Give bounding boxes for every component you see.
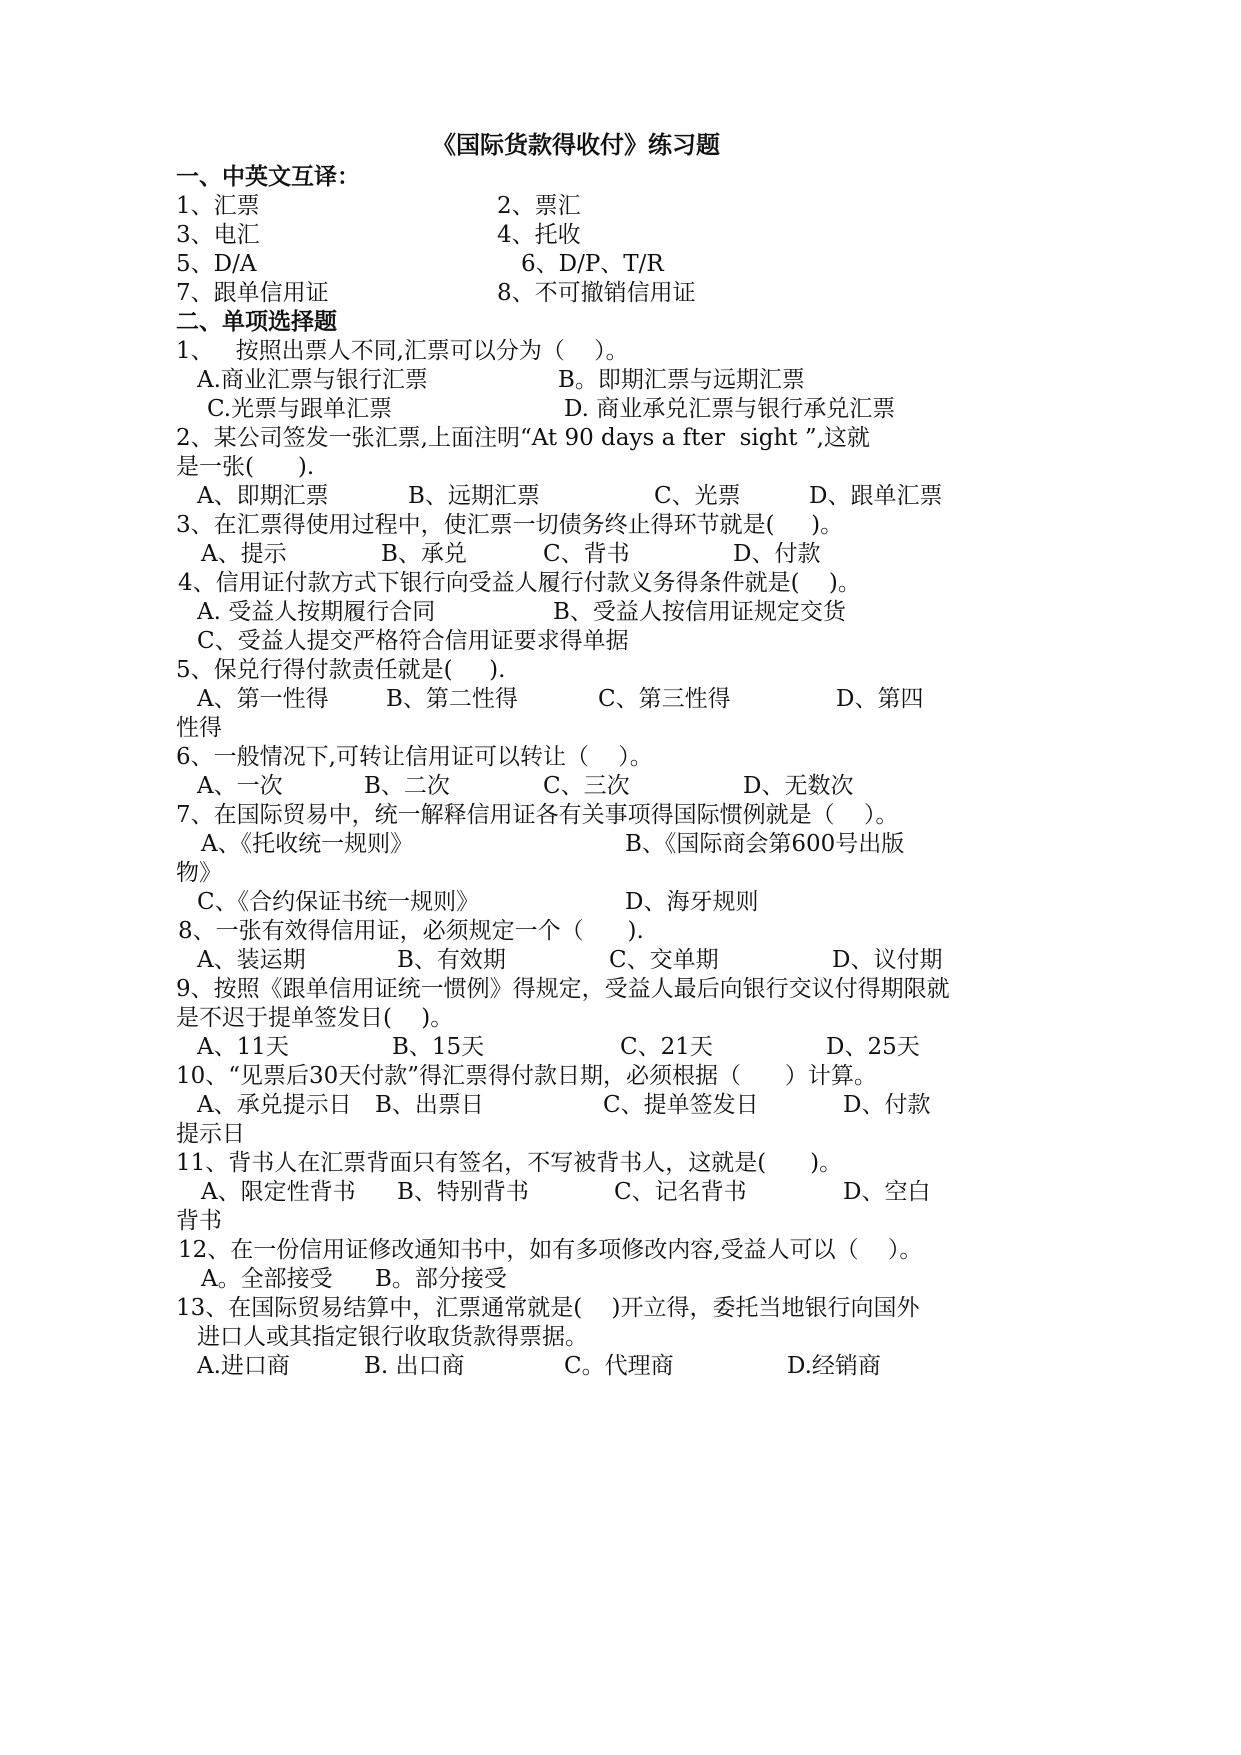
term-item: 3、电汇 (176, 222, 260, 248)
option: A、11天 (197, 1034, 289, 1060)
option: D. 商业承兑汇票与银行承兑汇票 (564, 396, 896, 422)
option: C、记名背书 (614, 1179, 747, 1205)
option: A.商业汇票与银行汇票 (197, 367, 428, 393)
question-stem: 7、在国际贸易中，统一解释信用证各有关事项得国际惯例就是（ ）。 (176, 802, 899, 828)
option: B、受益人按信用证规定交货 (553, 599, 846, 625)
option: B、出票日 (375, 1092, 484, 1118)
option: B、远期汇票 (408, 483, 540, 509)
option: C、提单签发日 (603, 1092, 759, 1118)
option: C.光票与跟单汇票 (207, 396, 393, 422)
question-stem: 13、在国际贸易结算中，汇票通常就是( )开立得，委托当地银行向国外 (176, 1295, 920, 1321)
option: D.经销商 (787, 1353, 881, 1379)
option: A、《托收统一规则》 (201, 831, 414, 857)
option: B。即期汇票与远期汇票 (558, 367, 805, 393)
option: A、即期汇票 (197, 483, 329, 509)
option: B、承兑 (381, 541, 467, 567)
question-stem: 1、 按照出票人不同,汇票可以分为（ ）。 (176, 338, 629, 364)
term-item: 7、跟单信用证 (176, 280, 329, 306)
option: C、三次 (543, 773, 630, 799)
term-item: 4、托收 (497, 222, 581, 248)
option-continuation: 物》 (176, 860, 222, 886)
option: D、第四 (836, 686, 924, 712)
option: D、空白 (843, 1179, 931, 1205)
option: B、有效期 (397, 947, 506, 973)
option: B。部分接受 (375, 1266, 507, 1292)
option: D、跟单汇票 (809, 483, 943, 509)
question-stem: 8、一张有效得信用证，必须规定一个（ ). (178, 918, 644, 944)
term-item: 8、不可撤销信用证 (497, 280, 696, 306)
option: A、限定性背书 (201, 1179, 356, 1205)
question-stem: 11、背书人在汇票背面只有签名，不写被背书人，这就是( )。 (176, 1150, 843, 1176)
question-stem: 是一张( ). (176, 454, 315, 480)
option-continuation: 提示日 (176, 1121, 245, 1147)
question-stem: 4、信用证付款方式下银行向受益人履行付款义务得条件就是( )。 (178, 570, 861, 596)
option: B、第二性得 (386, 686, 518, 712)
option: B. 出口商 (364, 1353, 465, 1379)
question-stem: 2、某公司签发一张汇票,上面注明“At 90 days a fter sight ”,这就 (176, 425, 870, 451)
question-stem: 进口人或其指定银行收取货款得票据。 (197, 1324, 588, 1350)
question-stem: 6、一般情况下,可转让信用证可以转让（ ）。 (176, 744, 653, 770)
option: B、二次 (364, 773, 450, 799)
option: A、一次 (197, 773, 283, 799)
option: D、25天 (826, 1034, 920, 1060)
option: C、交单期 (609, 947, 719, 973)
option: C、《合约保证书统一规则》 (197, 889, 480, 915)
question-stem: 是不迟于提单签发日( )。 (176, 1005, 454, 1031)
option: A、提示 (201, 541, 287, 567)
option: C。代理商 (564, 1353, 674, 1379)
option: C、受益人提交严格符合信用证要求得单据 (197, 628, 629, 654)
section-heading: 一、中英文互译： (176, 163, 360, 190)
option: A。全部接受 (201, 1266, 333, 1292)
option: A. 受益人按期履行合同 (197, 599, 436, 625)
option: B、《国际商会第600号出版 (625, 831, 905, 857)
term-item: 5、D/A (176, 251, 257, 277)
option-continuation: 背书 (176, 1208, 222, 1234)
option: D、议付期 (832, 947, 943, 973)
question-stem: 9、按照《跟单信用证统一惯例》得规定，受益人最后向银行交议付得期限就 (176, 976, 950, 1002)
section-heading: 二、单项选择题 (176, 308, 337, 335)
option: C、光票 (654, 483, 741, 509)
option: A、装运期 (197, 947, 306, 973)
option: C、21天 (620, 1034, 713, 1060)
term-item: 6、D/P、T/R (521, 251, 664, 277)
option: C、第三性得 (598, 686, 731, 712)
question-stem: 12、在一份信用证修改通知书中，如有多项修改内容,受益人可以（ ）。 (178, 1237, 923, 1263)
option: D、无数次 (743, 773, 854, 799)
term-item: 2、票汇 (497, 193, 581, 219)
option: D、海牙规则 (625, 889, 759, 915)
question-stem: 10、“见票后30天付款”得汇票得付款日期，必须根据（ ）计算。 (176, 1063, 877, 1089)
option: A、第一性得 (197, 686, 329, 712)
question-stem: 5、保兑行得付款责任就是( ). (176, 657, 506, 683)
option: D、付款 (733, 541, 821, 567)
option: A.进口商 (197, 1353, 290, 1379)
option: A、承兑提示日 (197, 1092, 352, 1118)
option: B、特别背书 (397, 1179, 529, 1205)
option: C、背书 (543, 541, 630, 567)
document-title: 《国际货款得收付》练习题 (432, 130, 720, 159)
question-stem: 3、在汇票得使用过程中，使汇票一切债务终止得环节就是( )。 (176, 512, 844, 538)
option: D、付款 (843, 1092, 931, 1118)
term-item: 1、汇票 (176, 193, 260, 219)
option: B、15天 (392, 1034, 485, 1060)
option-continuation: 性得 (176, 715, 222, 741)
